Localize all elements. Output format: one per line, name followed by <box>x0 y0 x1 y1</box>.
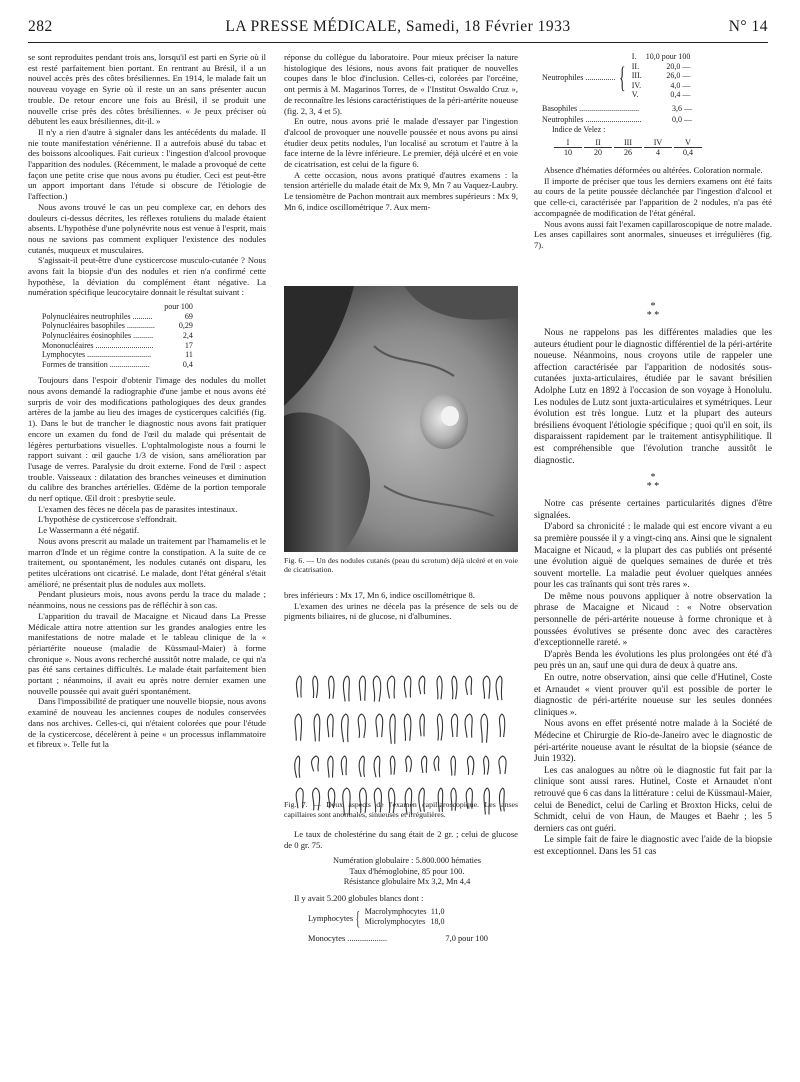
table-row: Polynucléaires neutrophiles .......... 69 <box>42 311 193 321</box>
capillary-loop <box>373 676 381 702</box>
column-3-top <box>534 52 772 280</box>
lymphocytes-block: Lymphocytes { Macrolymphocytes 11,0 Microlymphocytes 18,0 <box>288 904 518 934</box>
capillary-loop <box>484 788 489 815</box>
capillary-loop <box>343 676 349 701</box>
paragraph: L'examen des urines ne décela pas la présence de sels ou de pigments biliaires, ni de glucose, ni d'albumines. <box>284 600 518 622</box>
capillary-loop <box>376 714 383 737</box>
paragraph: Le Wassermann a été négatif. <box>38 525 140 536</box>
table-row: Polynucléaires éosinophiles .......... 2,4 <box>42 330 193 340</box>
paragraph: réponse du collègue du laboratoire. Pour mieux préciser la nature histologique des lésions, nous avons fait pratiquer de nouvelles coupes dans le bloc d'inclusion. Celles-ci, colorées par l'orcéine, ont permis à M. Magarinos Torres, de « l'Institut Oswaldo Cruz », de reconnaître les lésions caractéristiques de la péri-artérite noueuse (fig. 2, 3, 4 et 5). <box>284 52 518 116</box>
capillary-loop <box>313 788 320 810</box>
journal-title: LA PRESSE MÉDICALE, Samedi, 18 Février 1933 <box>225 18 571 35</box>
table-row: Mononucléaires ............................. 17 <box>42 340 193 350</box>
capillary-loop <box>481 714 488 743</box>
capillary-loop <box>390 756 395 775</box>
capillary-loop <box>467 756 473 775</box>
table-row: II. 20,0 — <box>631 61 691 71</box>
capillary-loop <box>466 676 472 695</box>
velez-label: Indice de Velez : <box>552 125 606 135</box>
table-row: Formes de transition .................... 0,4 <box>42 359 193 369</box>
capillary-loop <box>499 788 504 811</box>
paragraph: Toujours dans l'espoir d'obtenir l'image des nodules du mollet nous avons demandé la radiographie d'une jambe et nous avons été surpris de voir des modifications pathologiques des deux grandes artères de la jambe au lieu des images de cysticerques calcifiés (fig. 1). Dans le but de trancher le diagnostic nous avons fait pratiquer encore un examen du fond de l'œil du malade qui présentait de légères perturbations visuelles. L'ophtalmologiste nous a fourni le rapport suivant : œil gauche 1/3 de vision, sans amélioration par l'usage de verres. Paralysie du droit externe. Fond de l'œil : aspect trouble. Vaisseaux : dilatation des branches veineuses et diminution du calibre des branches artérielles. Œdème de la portion temporale du nerf optique. Œil droit : presbytie seule. <box>28 375 266 504</box>
paragraph: Nous avons prescrit au malade un traitement par l'hamamelis et le marron d'Inde et un régime contre la constipation. A la suite de ce traitement, ou spontanément, les nodules cutanés ont disparu, les petites ulcérations ont cicatrisé. Le malade, dont l'état général s'était amélioré, ne présentait plus de nodules aux mollets. <box>28 535 266 589</box>
capillary-loop <box>405 788 412 815</box>
table-row: Lymphocytes ................................ 11 <box>42 350 193 360</box>
running-header <box>28 18 768 40</box>
fraction: $\frac{V}{0,4}$ <box>674 138 702 157</box>
figure-6-photo <box>284 286 518 552</box>
capillary-loop <box>390 714 395 744</box>
fraction: $\frac{I}{10}$ <box>554 138 582 157</box>
capillary-loop <box>296 788 303 808</box>
paragraph: D'après Benda les évolutions les plus prolongées ont été d'à peu près un an, sauf une qui dura de deux à quatre ans. <box>534 649 772 672</box>
capillary-loop <box>313 676 318 698</box>
lymphocyte-table <box>363 907 447 926</box>
capillary-loop <box>404 714 411 741</box>
paragraph: Pendant plusieurs mois, nous avons perdu la trace du malade ; néanmoins, nous ne cessions pas de réfléchir à son cas. <box>28 589 266 611</box>
section-stars: * * * <box>646 301 660 321</box>
neutrophil-table <box>630 52 693 100</box>
figure-6-caption: Fig. 6. — Un des nodules cutanés (peau du scrotum) déjà ulcéré et en voie de cicatrisation. <box>284 556 518 575</box>
capillary-loop <box>387 676 394 698</box>
capillary-loop <box>419 788 425 812</box>
capillary-loop <box>452 676 457 699</box>
paragraph: Nous ne rappelons pas les différentes maladies que les auteurs étudient pour le diagnostic différentiel de la péri-artérite noueuse. Néanmoins, nous croyons utile de rappeler une affection caractérisée par l'apparition de nodosités sous-cutanées juxta-articulaires, étudiée par le savant brésilien Adolphe Lutz en 1892 à l'occasion de son voyage à Honolulu. Les nodules de Lutz sont juxta-articulaires et symétriques. Leur évolution est très longue. Lutz et la plupart des auteurs brésiliens évoquent l'étiologie spécifique ; quoi qu'il en soit, ils disparaissent rapidement par le traitement antisyphilitique. Il est compréhensible que l'évolution tranche aussitôt le diagnostic. <box>534 328 772 466</box>
paragraph: Notre cas présente certaines particularités dignes d'être signalées. <box>534 499 772 521</box>
paragraph: D'abord sa chronicité : le malade qui est encore vivant a eu sa première poussée il y a vingt-cinq ans. Ainsi que le signalent Macaigne et Nicaud, « la plupart des cas publiés ont présenté une évolution aiguë de quelques semaines de durée et très souvent mortelle. La maladie peut évoluer quelques années pour les cas traînants qui sont très rares ». <box>534 522 772 591</box>
section-stars: * * * <box>646 472 660 493</box>
capillary-loop <box>406 756 412 772</box>
capillary-loop <box>341 756 346 775</box>
paragraph: Absence d'hématies déformées ou altérées. Coloration normale. <box>544 165 763 176</box>
capillary-loop <box>359 676 365 701</box>
capillary-loop <box>499 714 504 737</box>
capillary-loop <box>437 676 442 699</box>
table-row: Macrolymphocytes 11,0 <box>364 907 445 917</box>
column-2-top <box>284 52 518 280</box>
capillary-loop <box>359 756 364 777</box>
column-1 <box>28 52 266 1077</box>
capillary-loop <box>421 756 426 773</box>
header-rule <box>28 42 768 43</box>
capillary-loop <box>374 756 380 777</box>
figure-7-caption: Fig. 7. — Deux aspects de l'examen capillaroscopique. Les anses capillaires sont anormales, sinueuses et irrégulières. <box>284 800 518 819</box>
paragraph: Le taux de cholestérine du sang était de 2 gr. ; celui de glucose de 0 gr. 75. <box>284 828 518 850</box>
brace: { <box>355 907 361 930</box>
capillary-loop <box>389 788 395 813</box>
capillary-loop <box>328 788 335 808</box>
paragraph: Le simple fait de faire le diagnostic avec l'aide de la biopsie est exceptionnel. Dans les 51 cas <box>534 835 772 857</box>
paragraph: Il importe de préciser que tous les derniers examens ont été faits au cours de la petite poussée déclanchée par l'ingestion d'alcool et que celle-ci, caractérisée par l'apparition de 2 nodules, n'a pas été accompagnée de modification de l'état général. <box>534 175 772 218</box>
capillary-loop <box>327 714 333 737</box>
capillary-loop <box>465 714 472 738</box>
neutrophiles-row: Neutrophiles ............................ 0,0 — <box>542 114 692 124</box>
paragraph: De même nous pouvons appliquer à notre observation la phrase de Macaigne et Nicaud : « Notre observation personnelle de péri-artérite noueuse à forme chronique et à poussées évolutives se présente donc avec des caractères d'exceptionnelle rareté. » <box>534 591 772 649</box>
capillary-loop <box>314 714 320 741</box>
table-row: Polynucléaires basophiles .............. 0,29 <box>42 321 193 331</box>
column-3-bottom <box>534 296 772 1076</box>
velez-index <box>554 138 772 157</box>
capillary-loop <box>499 756 506 774</box>
capillary-loop <box>484 756 489 775</box>
table-row: III. 26,0 — <box>631 71 691 81</box>
capillary-loop <box>296 676 301 698</box>
figure-7-capillaroscopy <box>284 668 518 822</box>
paragraph: Il y avait 5.200 globules blancs dont : <box>294 892 424 903</box>
table-row: V. 0,4 — <box>631 90 691 100</box>
column-2-bottom <box>284 590 518 1070</box>
paragraph: Nous avons trouvé le cas un peu complexe car, en dehors des douleurs ci-dessus décrites, les réflexes rotuliens du malade étaient absents. L'hypothèse d'une polynévrite nous est venue à l'esprit, mais nous ne savions pas comment expliquer l'existence des nodules cutanés, muqueux et musculaires. <box>28 201 266 255</box>
monocytes-row: Monocytes ................... 7,0 pour 100 <box>308 933 488 943</box>
paragraph: L'examen des fèces ne décela pas de parasites intestinaux. <box>38 503 238 514</box>
paragraph: Les cas analogues au nôtre où le diagnostic fut fait par la clinique sont aussi rares. Hutinel, Coste et Arnaudet n'ont retrouvé que 6 cas dans la littérature : celui de Küssmaul-Maier, celui de Benedict, celui de Carling et Broxton Hicks, celui de Schmidt, celui de von Haun, de Mauges et Baehr ; les 5 derniers cas ont guéri. <box>534 765 772 834</box>
table-unit: pour 100 <box>164 302 193 312</box>
capillary-loop <box>420 714 424 736</box>
page-number: 282 <box>28 18 53 35</box>
paragraph: se sont reproduites pendant trois ans, lorsqu'il est parti en Syrie où il est resté parfaitement bien portant. En rentrant au Brésil, il a un nouvel accès près des côtes brésiliennes. En 1914, le malade fait un nouveau voyage en Syrie où il reste un an sans présenter aucun trouble. De retour encore une fois au Brésil, il se produit une nouvelle crise près des côtes brésiliennes. « Je peux préciser où débutent les eaux brésiliennes, dit-il. » <box>28 52 266 127</box>
fraction: $\frac{II}{20}$ <box>584 138 612 157</box>
capillary-loop <box>295 714 302 741</box>
neutrophil-label: Neutrophiles ............... <box>542 73 616 83</box>
capillary-loop <box>483 676 490 699</box>
capillary-loop <box>438 788 443 812</box>
capillary-loop <box>404 676 410 698</box>
table-row: IV. 4,0 — <box>631 80 691 90</box>
issue-number: N° 14 <box>728 18 768 35</box>
leukocyte-table <box>40 302 195 369</box>
brace: { <box>619 60 626 94</box>
paragraph: Nous avons aussi fait l'examen capillaroscopique de notre malade. Les anses capillaires sont anormales, sinueuses et irrégulières (fig. 7). <box>534 218 772 250</box>
paragraph: Dans l'impossibilité de pratiquer une nouvelle biopsie, nous avons examiné de nouveau les anciennes coupes de nodules conservées dans nos archives. Celles-ci, qui n'étaient colorées que pour l'étude de la cysticercose, décelèrent à peine « un processus inflammatoire et fibreux ». Telle fut la <box>28 696 266 750</box>
capillary-loop <box>466 788 472 809</box>
capillary-loop <box>451 714 457 737</box>
capillary-loop <box>437 714 442 740</box>
capillary-loop <box>360 788 367 813</box>
capillary-loop <box>451 788 456 811</box>
paragraph: L'hypothèse de cysticercose s'effondrait. <box>38 514 177 525</box>
capillary-loop <box>295 756 300 778</box>
paragraph: S'agissait-il peut-être d'une cysticercose musculo-cutanée ? Nous avons fait la biopsie d'un des nodules et rien n'a confirmé cette hypothèse, la déviation du complément étant négative. La numération spécifique leucocytaire donnait le résultat suivant : <box>28 255 266 298</box>
neutrophil-block <box>534 52 772 104</box>
capillary-loop <box>496 676 502 700</box>
paragraph: En outre, notre observation, ainsi que celle d'Hutinel, Coste et Arnaudet « vient prouver qu'il est possible de porter le diagnostic de péri-artérite noueuse sur les seules données cliniques ». <box>534 673 772 718</box>
basophiles-row: Basophiles .............................. 3,6 — <box>542 103 692 113</box>
capillary-loop <box>451 756 456 776</box>
blood-counts: Numération globulaire : 5.800.000 hématies Taux d'hémoglobine, 85 pour 100. Résistance globulaire Mx 3,2, Mn 4,4 <box>333 856 481 886</box>
capillary-loop <box>434 756 439 771</box>
paragraph: En outre, nous avons prié le malade d'essayer par l'ingestion d'alcool de provoquer une nouvelle poussée et nous avons pu ainsi étudier deux petits nodules, l'un localisé au scrotum et l'autre à la face interne de la lèvre inférieure. Le premier, déjà ulcéré et en voie de cicatrisation, est celui de la figure 6. <box>284 116 518 170</box>
capillary-loop <box>343 788 350 815</box>
table-row: I. 10,0 pour 100 <box>631 52 691 61</box>
paragraph: A cette occasion, nous avons pratiqué d'autres examens : la tension artérielle du malade était de Mx 9, Mn 7 au Vaquez-Laubry. Le tensiomètre de Pachon montrait aux membres supérieurs : Mx 9, Mn 6, indice oscillométrique 7. Aux mem- <box>284 169 518 212</box>
capillary-loop <box>328 756 333 778</box>
capillary-loop <box>419 676 425 694</box>
table-row: Microlymphocytes 18,0 <box>364 916 445 926</box>
capillary-loop <box>312 756 319 771</box>
capillary-loop <box>341 714 348 742</box>
fraction: $\frac{\text{III}}{26}$ <box>614 138 642 157</box>
fraction: $\frac{IV}{4}$ <box>644 138 672 157</box>
paragraph: bres inférieurs : Mx 17, Mn 6, indice oscillométrique 8. <box>284 590 475 600</box>
capillary-loop <box>329 676 334 699</box>
paragraph: Nous avons en effet présenté notre malade à la Société de Médecine et Chirurgie de Rio-de-Janeiro avec le diagnostic de péri-artérite noueuse avant le résultat de la biopsie (séance de Juin 1932). <box>534 719 772 765</box>
paragraph: L'apparition du travail de Macaigne et Nicaud dans La Presse Médicale attira notre attention sur les grandes analogies entre les manifestations de notre malade et le tableau clinique de la « périartérite noueuse (maladie de Küssmaul-Maier) à forme chronique ». Nous avons recherché aussitôt notre malade, ce qui n'a pas été sans certaines difficultés. Le malade était parfaitement bien portant ; néanmoins, il avait eu après notre dernier examen une nouvelle poussée qui avait guéri spontanément. <box>28 610 266 696</box>
capillary-loop <box>374 788 381 812</box>
paragraph: Il n'y a rien d'autre à signaler dans les antécédents du malade. Il nie toute manifestation vénérienne. Il a autrefois abusé du tabac et des boissons alcooliques. Fait curieux : l'ingestion d'alcool provoque l'apparition des nodules. (Récemment, le malade a provoqué de cette façon une petite crise que nous avons pu étudier. Ceci est peut-être un apport important dans l'étude si obscure de l'étiologie de l'affection.) <box>28 126 266 202</box>
capillary-loop <box>358 714 365 738</box>
